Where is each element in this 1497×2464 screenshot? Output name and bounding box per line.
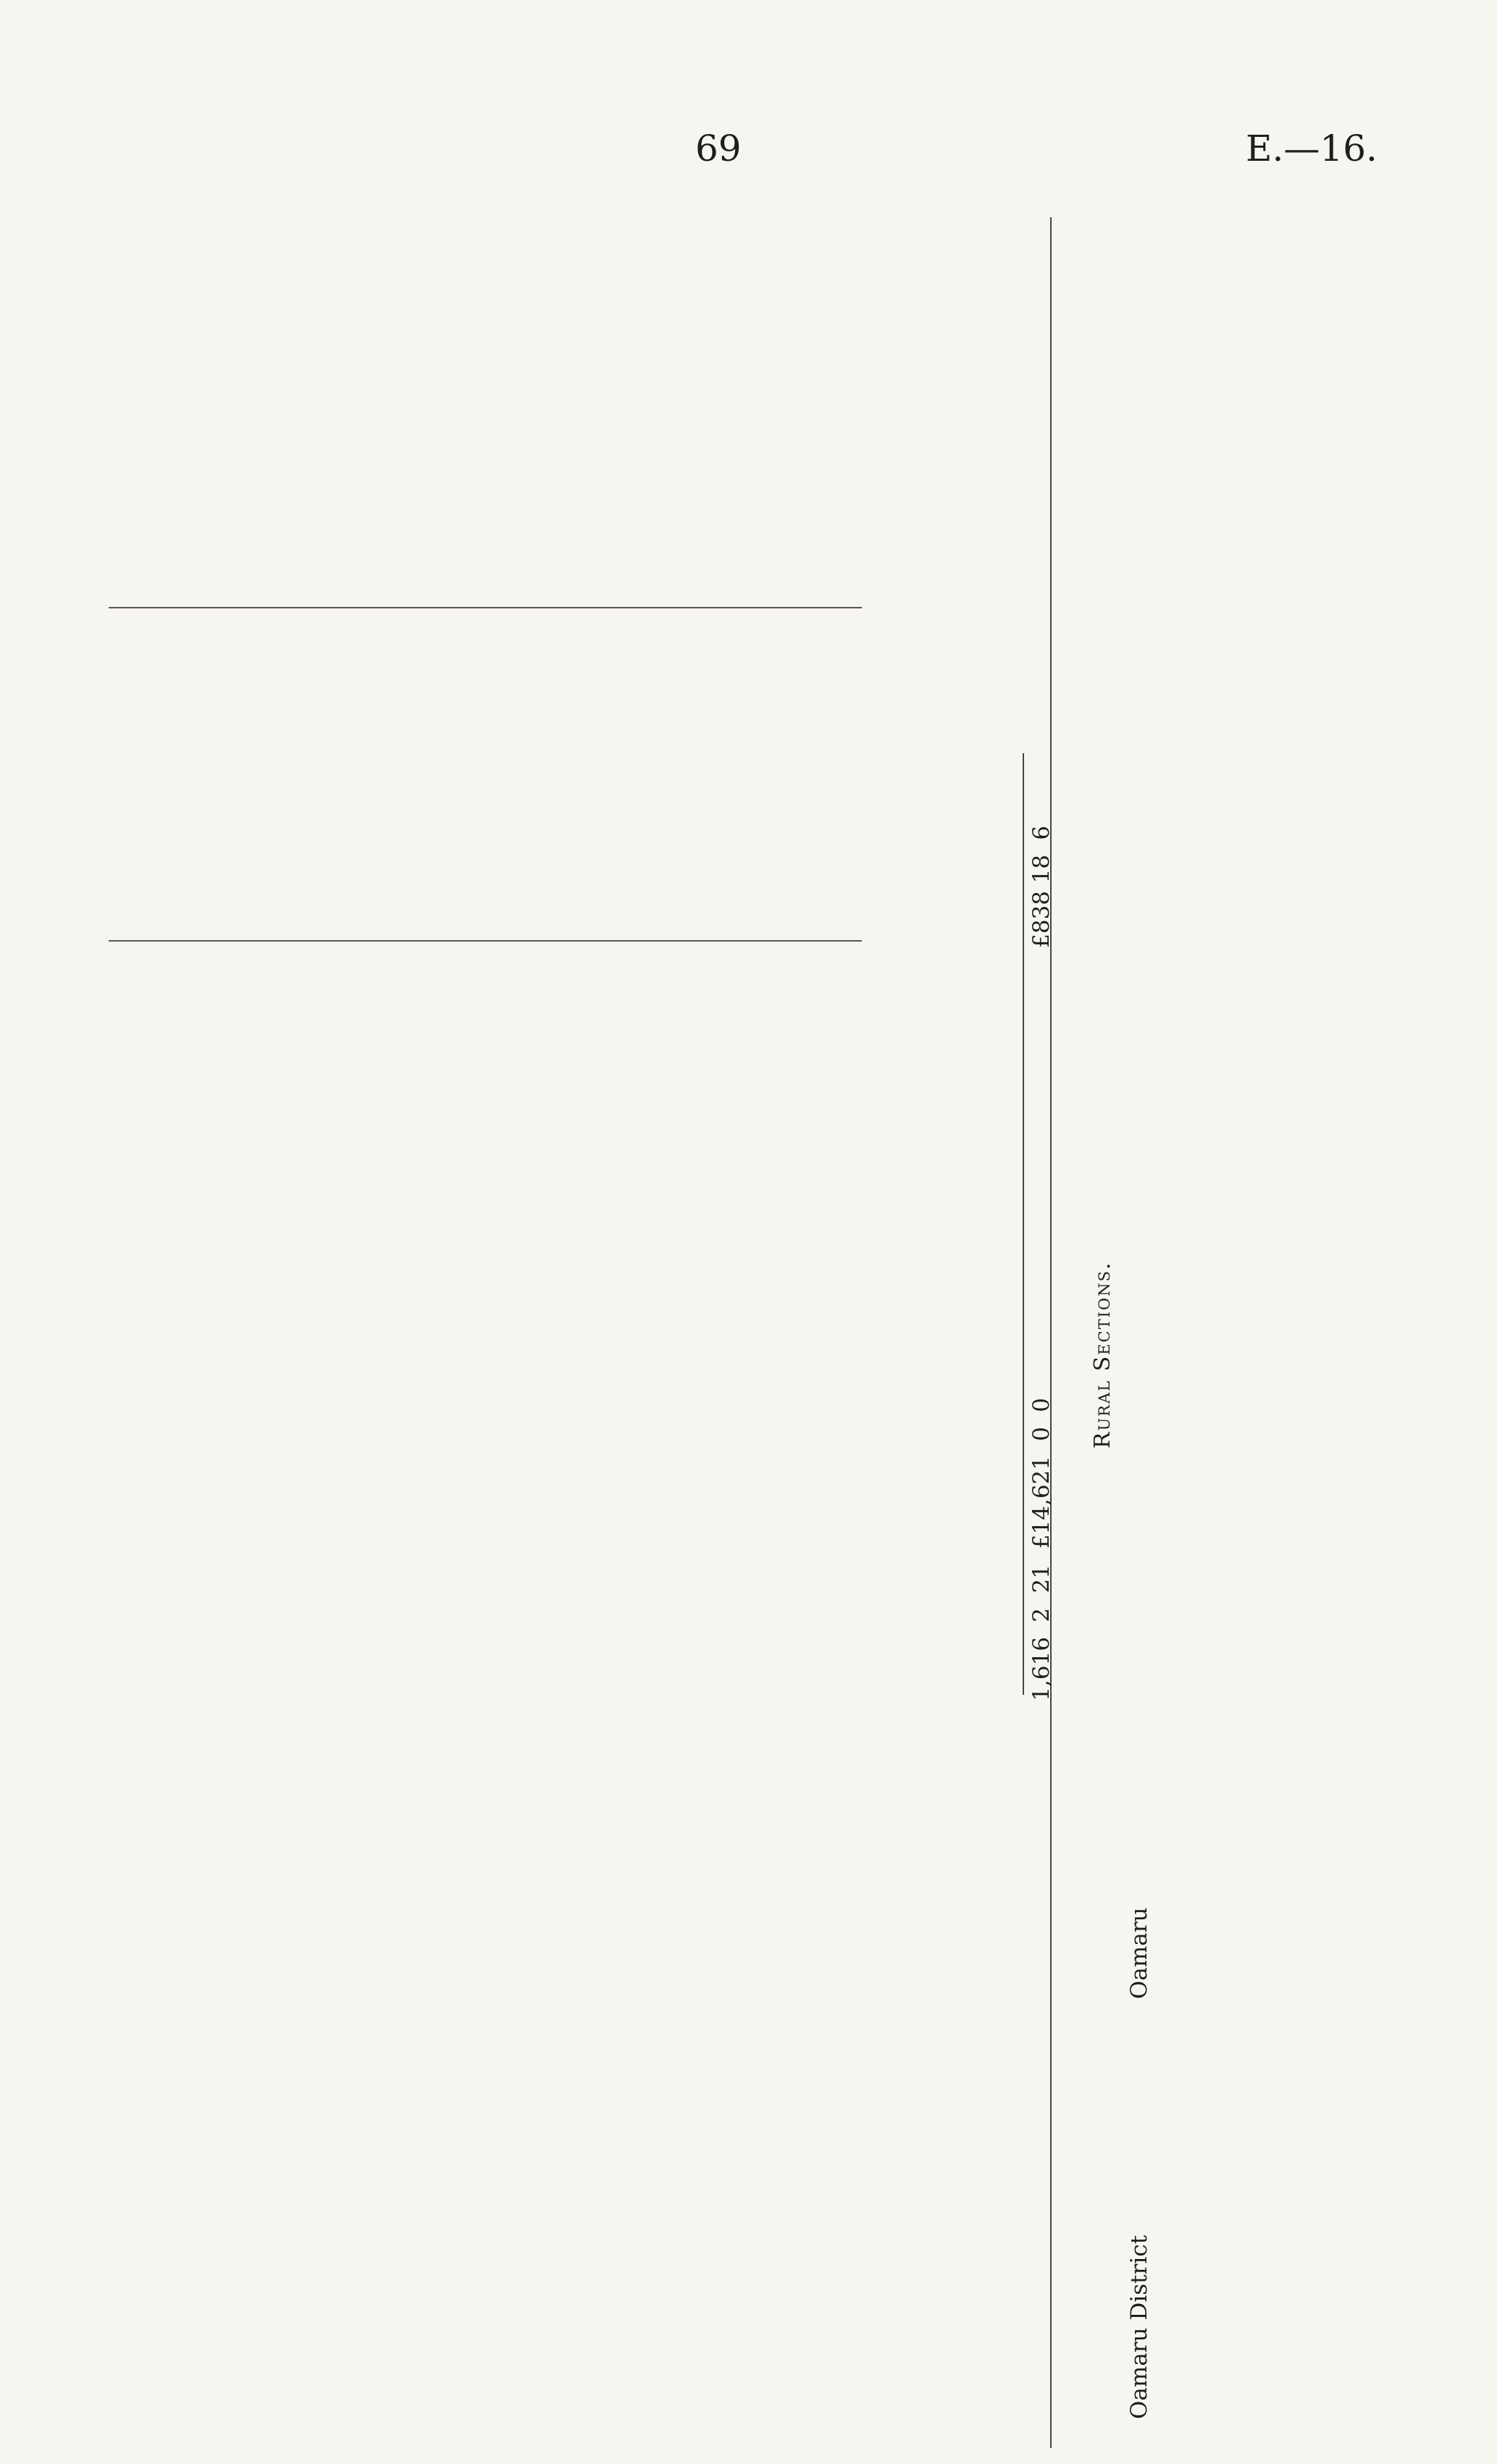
totals-rule bbox=[1023, 753, 1024, 1695]
rural-sections-caption: Rural Sections. bbox=[1090, 1261, 1115, 1449]
table-row bbox=[351, 217, 377, 2448]
table-row bbox=[934, 217, 960, 2448]
total-value-pence: 0 bbox=[1028, 1398, 1054, 1412]
total-rent: £838 bbox=[1028, 891, 1054, 948]
rural-sections-group bbox=[1152, 217, 1497, 2448]
table-row bbox=[301, 217, 326, 2448]
district-label: Oamaru District bbox=[1126, 2234, 1152, 2419]
table-row bbox=[377, 217, 402, 2448]
table-row bbox=[706, 217, 731, 2448]
total-perches: 21 bbox=[1028, 1564, 1054, 1593]
table-row bbox=[1304, 217, 1329, 2448]
table-row bbox=[1456, 217, 1481, 2448]
table-row bbox=[579, 217, 605, 2448]
table-row bbox=[554, 217, 579, 2448]
table-row bbox=[148, 217, 174, 2448]
town-label: Oamaru bbox=[1126, 1907, 1152, 1999]
table-row bbox=[1278, 217, 1304, 2448]
table-row bbox=[985, 217, 1010, 2448]
table-row bbox=[858, 217, 884, 2448]
total-value-shillings: 0 bbox=[1028, 1427, 1054, 1441]
table-row bbox=[503, 217, 529, 2448]
table-row bbox=[326, 217, 351, 2448]
table-row bbox=[1329, 217, 1354, 2448]
table-row bbox=[478, 217, 503, 2448]
table-row bbox=[275, 217, 301, 2448]
table-row bbox=[909, 217, 934, 2448]
table-row bbox=[1354, 217, 1380, 2448]
table-row bbox=[960, 217, 985, 2448]
table-row bbox=[225, 217, 250, 2448]
table-row bbox=[1228, 217, 1253, 2448]
table-row bbox=[1152, 217, 1177, 2448]
table-row bbox=[1380, 217, 1405, 2448]
table-row bbox=[427, 217, 453, 2448]
table-row bbox=[250, 217, 275, 2448]
total-rent-shillings: 18 bbox=[1028, 855, 1054, 884]
table-row bbox=[1253, 217, 1278, 2448]
town-sections-group bbox=[123, 217, 1010, 2448]
table-row bbox=[529, 217, 554, 2448]
page-number: 69 bbox=[695, 127, 742, 169]
table-row bbox=[1430, 217, 1456, 2448]
total-value: £14,621 bbox=[1028, 1456, 1054, 1549]
table-row bbox=[1202, 217, 1228, 2448]
table-row bbox=[782, 217, 808, 2448]
table-row bbox=[1481, 217, 1497, 2448]
table-row bbox=[402, 217, 427, 2448]
table-row bbox=[757, 217, 782, 2448]
table-row bbox=[605, 217, 630, 2448]
table-row bbox=[174, 217, 199, 2448]
table-row bbox=[1405, 217, 1430, 2448]
total-area: 1,616 bbox=[1028, 1637, 1054, 1701]
table-row bbox=[681, 217, 706, 2448]
page-reference: E.—16. bbox=[1246, 127, 1378, 169]
table-row bbox=[655, 217, 681, 2448]
total-rent-pence: 6 bbox=[1028, 826, 1054, 840]
table-row bbox=[884, 217, 909, 2448]
table-row bbox=[808, 217, 833, 2448]
table-row bbox=[1177, 217, 1202, 2448]
table-row bbox=[453, 217, 478, 2448]
table-row bbox=[123, 217, 148, 2448]
rotated-table bbox=[109, 217, 1412, 2448]
table-row bbox=[630, 217, 655, 2448]
table-row bbox=[731, 217, 757, 2448]
table-row bbox=[199, 217, 225, 2448]
table-row bbox=[833, 217, 858, 2448]
total-roods: 2 bbox=[1028, 1608, 1054, 1622]
section-divider bbox=[1050, 217, 1052, 2448]
